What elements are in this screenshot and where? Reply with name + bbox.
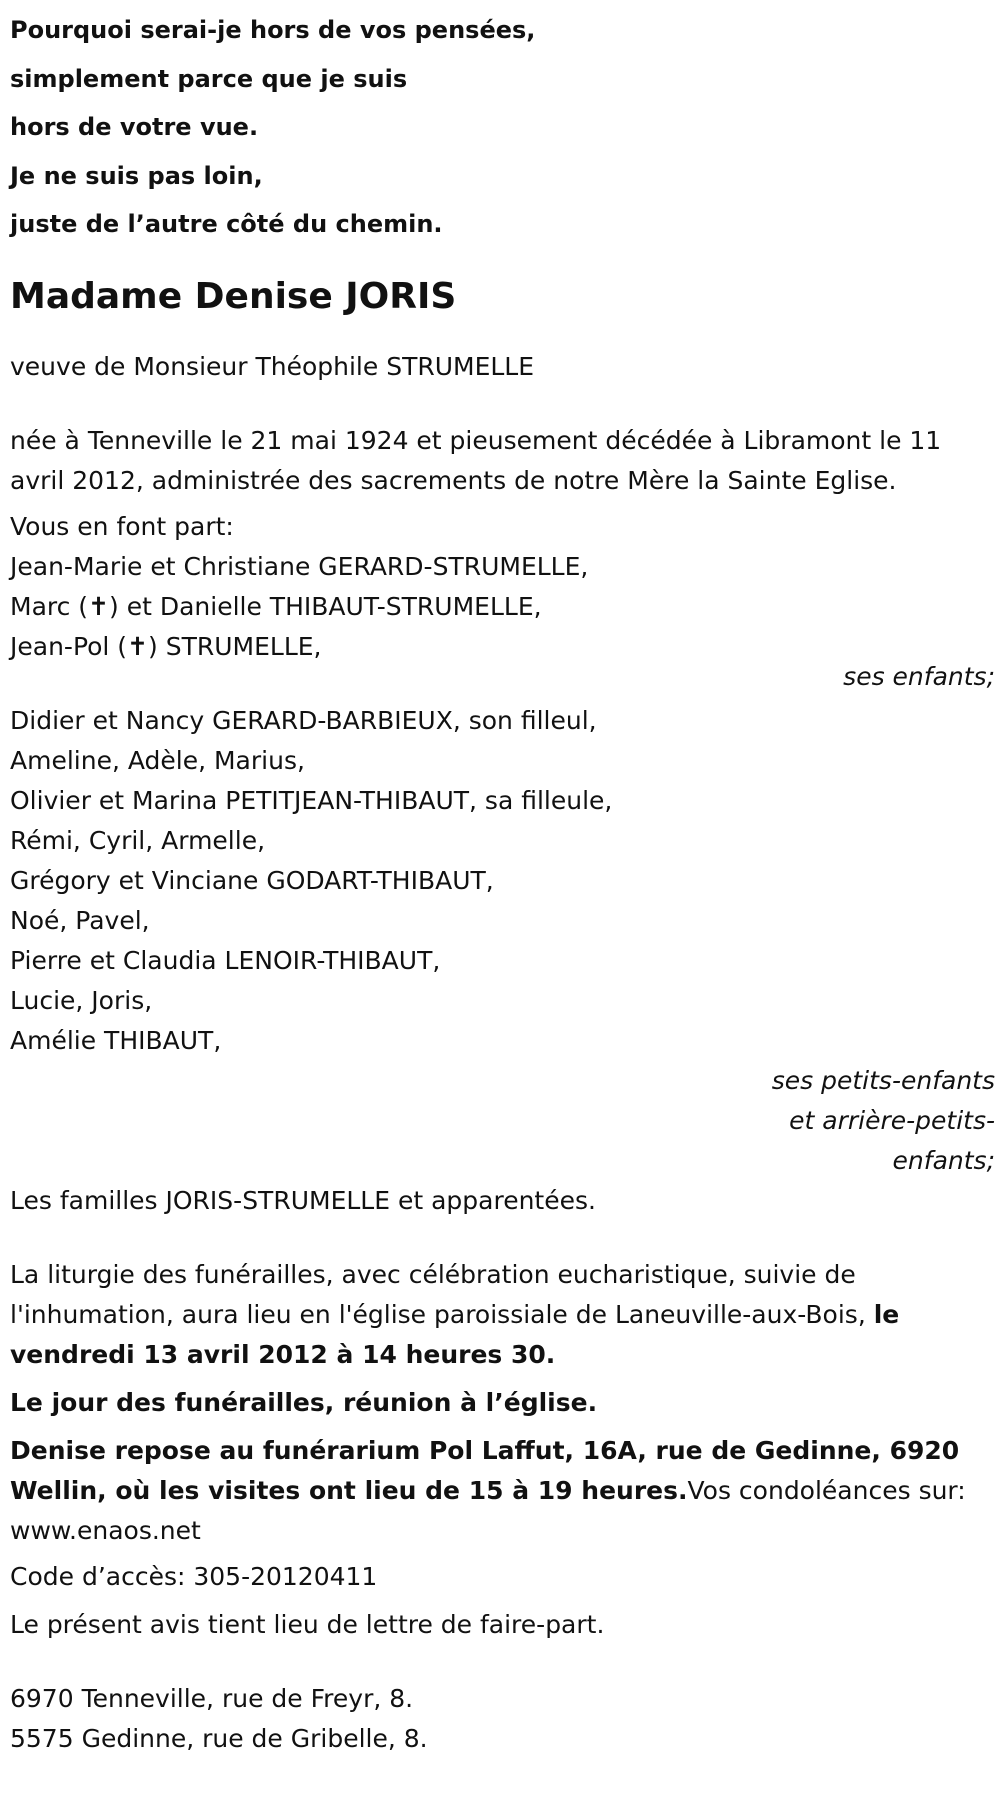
liturgy-date-start: le <box>873 1299 900 1329</box>
birth-death-line: avril 2012, administrée des sacrements de notre Mère la Sainte Eglise. <box>10 465 897 495</box>
list-item: Ameline, Adèle, Marius, <box>10 745 305 775</box>
caption-line: enfants; <box>892 1145 995 1175</box>
liturgy-line <box>10 1295 990 1335</box>
condolences-website: www.enaos.net <box>10 1515 201 1545</box>
liturgy-date: vendredi 13 avril 2012 à 14 heures 30. <box>10 1339 556 1369</box>
list-item: Pierre et Claudia LENOIR-THIBAUT, <box>10 945 441 975</box>
children-list <box>10 547 990 667</box>
notice-line: Le présent avis tient lieu de lettre de faire-part. <box>10 1609 605 1639</box>
liturgy-text: l'inhumation, aura lieu en l'église paroissiale de Laneuville-aux-Bois, <box>10 1299 866 1329</box>
repose-info <box>10 1431 990 1551</box>
birth-death-info <box>10 421 990 501</box>
visit-hours: Wellin, où les visites ont lieu de 15 à 19 heures. <box>10 1475 688 1505</box>
addresses <box>10 1679 990 1759</box>
liturgy-info <box>10 1255 990 1375</box>
widow-of: veuve de Monsieur Théophile STRUMELLE <box>10 351 535 381</box>
poem <box>10 0 990 249</box>
address-line: 5575 Gedinne, rue de Gribelle, 8. <box>10 1723 428 1753</box>
address-line: 6970 Tenneville, rue de Freyr, 8. <box>10 1683 414 1713</box>
poem-line: simplement parce que je suis <box>10 64 408 93</box>
deceased-name: Madame Denise JORIS <box>10 275 457 317</box>
list-item: Noé, Pavel, <box>10 905 150 935</box>
list-item: Didier et Nancy GERARD-BARBIEUX, son filleul, <box>10 705 597 735</box>
list-item: Rémi, Cyril, Armelle, <box>10 825 266 855</box>
condolences-label: Vos condoléances sur: <box>687 1475 966 1505</box>
access-code: Code d’accès: 305-20120411 <box>10 1561 378 1591</box>
list-item: Jean-Marie et Christiane GERARD-STRUMELLE, <box>10 551 589 581</box>
caption-line: ses petits-enfants <box>771 1065 995 1095</box>
gathering-info: Le jour des funérailles, réunion à l’église. <box>10 1387 598 1417</box>
poem-line: hors de votre vue. <box>10 113 259 141</box>
poem-line: Pourquoi serai-je hors de vos pensées, <box>10 16 536 44</box>
list-item: Jean-Pol (✝) STRUMELLE, <box>10 631 322 661</box>
list-item: Lucie, Joris, <box>10 985 153 1015</box>
poem-line: Je ne suis pas loin, <box>10 161 263 190</box>
repose-line: Denise repose au funérarium Pol Laffut, 16A, rue de Gedinne, 6920 <box>10 1435 960 1465</box>
grandchildren-caption <box>10 1061 995 1181</box>
list-item: Marc (✝) et Danielle THIBAUT-STRUMELLE, <box>10 591 542 621</box>
families-line: Les familles JORIS-STRUMELLE et apparentées. <box>10 1185 596 1215</box>
caption-line: et arrière-petits- <box>789 1105 995 1135</box>
list-item: Olivier et Marina PETITJEAN-THIBAUT, sa filleule, <box>10 785 613 815</box>
birth-death-line: née à Tenneville le 21 mai 1924 et pieusement décédée à Libramont le 11 <box>10 425 942 455</box>
poem-line: juste de l’autre côté du chemin. <box>10 210 443 238</box>
grandchildren-list <box>10 701 990 1061</box>
liturgy-line: La liturgie des funérailles, avec célébration eucharistique, suivie de <box>10 1259 856 1289</box>
children-caption: ses enfants; <box>843 661 995 691</box>
announcement-intro: Vous en font part: <box>10 511 234 541</box>
list-item: Amélie THIBAUT, <box>10 1025 222 1055</box>
repose-line <box>10 1471 990 1511</box>
list-item: Grégory et Vinciane GODART-THIBAUT, <box>10 865 494 895</box>
